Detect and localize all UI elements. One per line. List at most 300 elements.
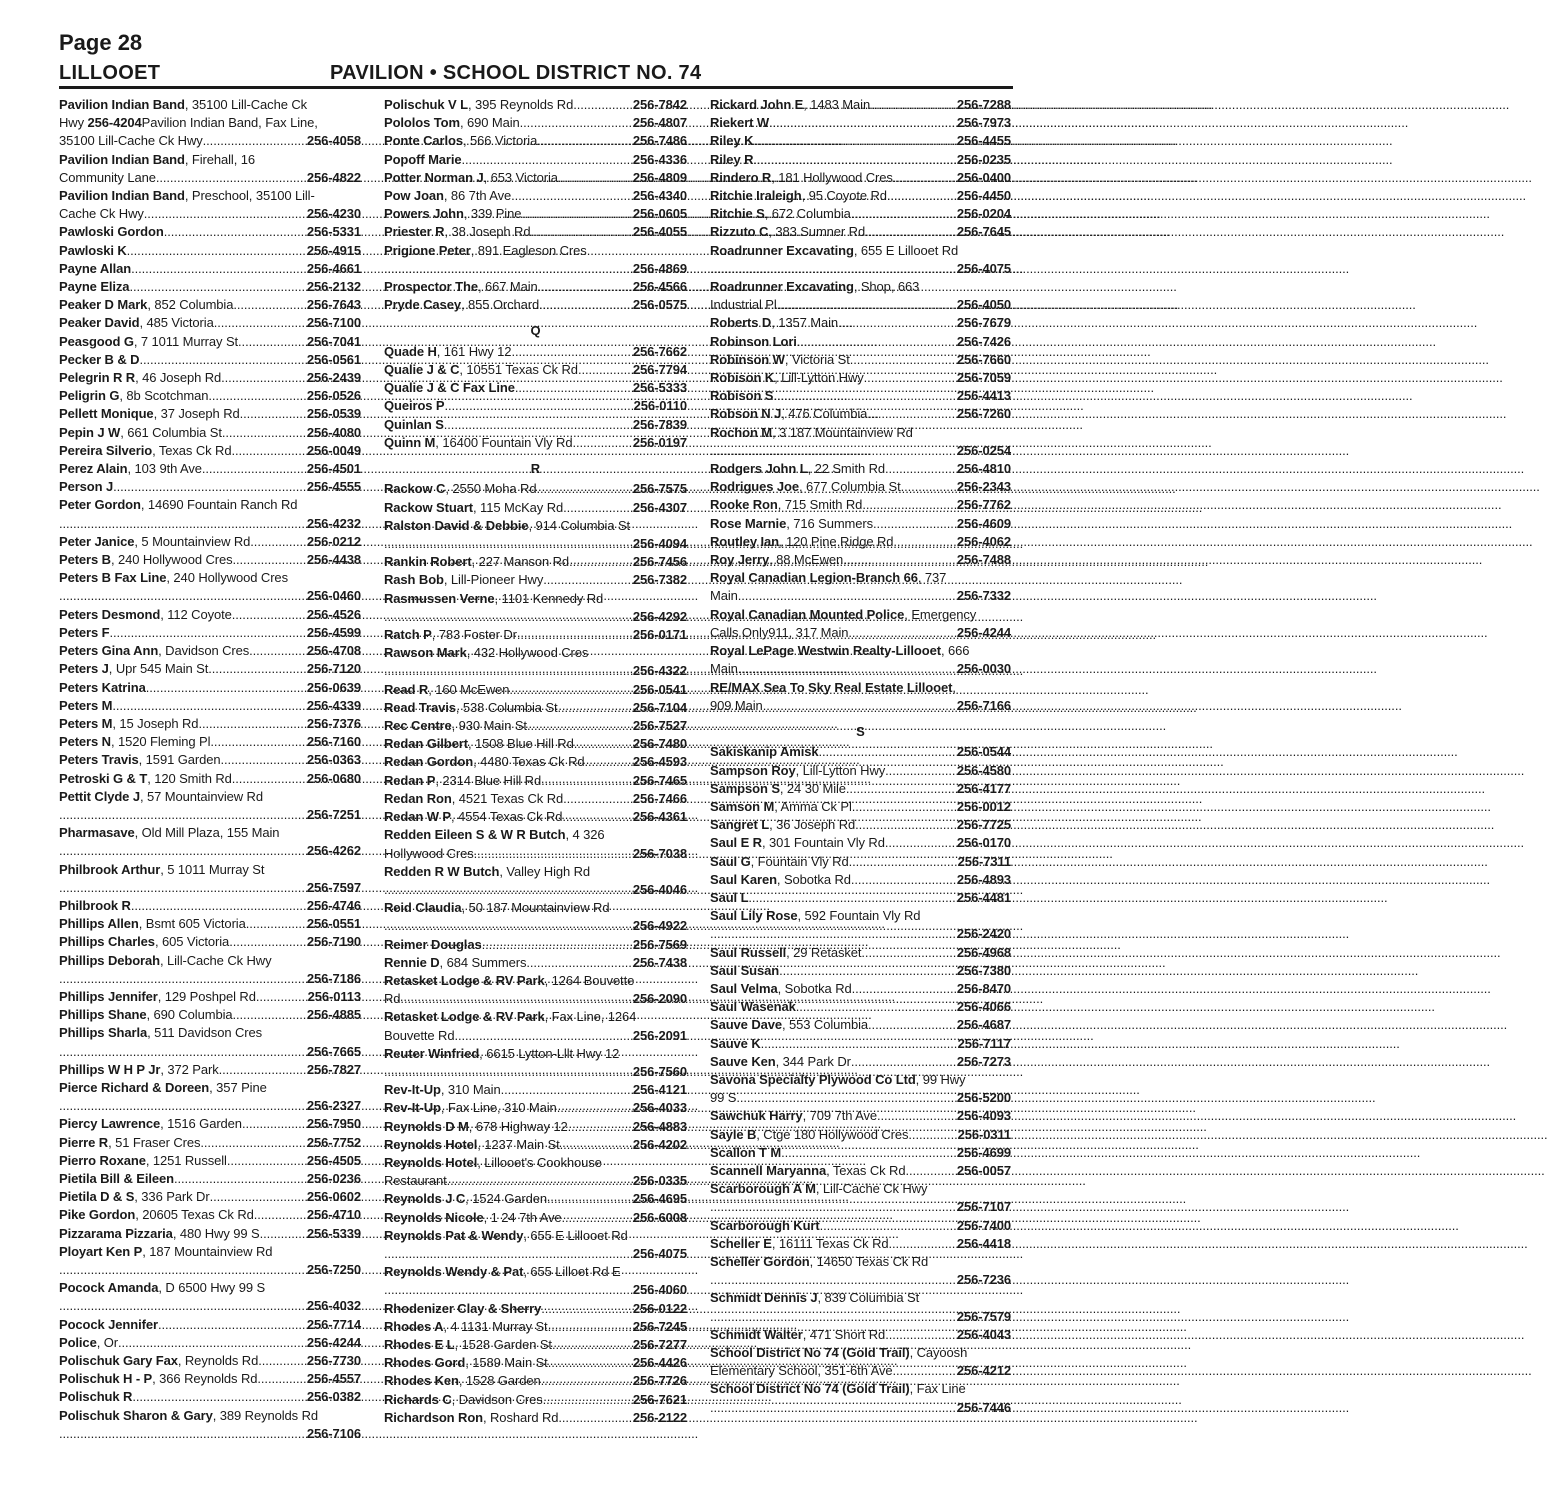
listing-phone: 256-0122	[632, 1300, 687, 1316]
listing-line	[710, 533, 1011, 551]
listing-name: Peter Gordon	[59, 497, 141, 513]
listing-line	[710, 962, 1011, 980]
listing-phone: 256-7973	[956, 115, 1011, 131]
listing-phone: 256-7446	[956, 1399, 1011, 1415]
listing-address: , Sobotka Rd	[776, 871, 851, 887]
listing-phone: 256-5339	[306, 1225, 361, 1241]
listing-phone: 256-2343	[956, 479, 1011, 495]
town-heading: LILLOOET	[59, 62, 161, 84]
listing-line	[59, 333, 361, 351]
listing-name: Riekert W	[710, 115, 770, 131]
section-letter: S	[856, 723, 865, 739]
listing-line	[384, 535, 687, 553]
listing-line	[710, 1089, 1011, 1107]
listing-line	[384, 1045, 687, 1063]
dot-leader	[797, 333, 957, 351]
listing-name: Peters Gina Ann	[59, 643, 159, 659]
listing-phone: 256-4202	[632, 1136, 687, 1152]
listing-address: , 653 Victoria	[483, 169, 558, 185]
listing-phone: 256-0236	[306, 1170, 361, 1186]
listing-name: Schmidt Walter	[710, 1326, 803, 1342]
listing-phone: 256-4968	[956, 944, 1011, 960]
dot-leader	[753, 151, 956, 169]
listing-phone: 256-4060	[632, 1282, 687, 1298]
listing-address: , 86 7th Ave	[443, 188, 512, 204]
listing-line	[384, 1118, 687, 1136]
listing-phone: 256-4661	[306, 260, 361, 276]
listing-address: , Old Mill Plaza, 155 Main	[134, 825, 280, 841]
listing-phone: 256-7621	[632, 1391, 687, 1407]
dot-leader	[538, 278, 633, 296]
listing-address: , Cayoosh	[909, 1345, 968, 1360]
listing-phone: 256-4809	[632, 169, 687, 185]
listing-address: , Lillooet's Cookhouse	[477, 1154, 602, 1170]
listing-line	[384, 808, 687, 826]
listing-phone: 256-0170	[956, 835, 1011, 851]
listing-address: , 538 Columbia St	[455, 699, 558, 715]
listing-phone: 256-0204	[956, 206, 1011, 222]
listing-name: Prospector The	[384, 279, 478, 295]
listing-phone: 256-4093	[956, 1108, 1011, 1124]
listing-line	[384, 1318, 687, 1336]
listing-name: Potter Norman J	[384, 169, 484, 185]
listing-line	[59, 879, 361, 897]
listing-line	[59, 515, 361, 533]
dot-leader	[110, 624, 307, 642]
listing-line	[59, 1407, 361, 1425]
listing-line	[384, 96, 687, 114]
listing-name: Reynolds J C	[384, 1191, 466, 1207]
listing-address: , 471 Short Rd	[802, 1326, 886, 1342]
listing-phone: 256-4869	[632, 260, 687, 276]
dot-leader	[851, 1053, 957, 1071]
listing-line	[59, 952, 361, 970]
listing-name: Pryde Casey	[384, 297, 461, 313]
listing-name: Redan Gilbert	[384, 736, 468, 752]
listing-address: , 7 1011 Murray St	[133, 333, 239, 349]
listing-address: , 661 Columbia St	[120, 424, 222, 440]
dot-leader	[736, 1089, 957, 1107]
listing-line	[59, 606, 361, 624]
listing-name: Retasket Lodge & RV Park	[384, 1009, 545, 1025]
listing-name: Reynolds D M	[384, 1118, 469, 1134]
listing-phone: 256-4230	[306, 206, 361, 222]
listing-name: Saul G	[710, 853, 751, 869]
listing-phone: 256-0057	[956, 1162, 1011, 1178]
listing-address: , 1516 Garden	[160, 1116, 242, 1132]
listing-address: , 14650 Texas Ck Rd	[809, 1253, 929, 1269]
dot-leader	[885, 460, 957, 478]
listing-name: Rizzuto C	[710, 224, 769, 240]
listing-name: Rec Centre	[384, 718, 452, 734]
listing-line	[384, 1099, 687, 1117]
listing-address: ,	[952, 679, 956, 695]
listing-name: Schmidt Dennis J	[710, 1290, 818, 1306]
listing-name: Philbrook Arthur	[59, 861, 161, 877]
listing-phone: 256-4695	[632, 1191, 687, 1207]
dot-leader	[229, 933, 307, 951]
listing-address: , 366 Reynolds Rd	[152, 1371, 258, 1387]
listing-phone: 256-7466	[632, 790, 687, 806]
listing-name: Robison K	[710, 370, 775, 386]
listing-phone: 256-4699	[956, 1144, 1011, 1160]
dot-leader	[885, 1326, 957, 1344]
listing-line	[710, 96, 1011, 114]
listing-address: , 129 Poshpel Rd	[157, 988, 256, 1004]
dot-leader	[462, 151, 633, 169]
listing-line	[59, 1170, 361, 1188]
listing-phone: 256-7100	[306, 315, 361, 331]
listing-phone: 256-4609	[956, 515, 1011, 531]
listing-phone: 256-7400	[956, 1217, 1011, 1233]
listing-phone: 256-4413	[956, 388, 1011, 404]
listing-name: Reynolds Nicole	[384, 1209, 484, 1225]
dot-leader	[59, 1261, 307, 1279]
listing-line	[384, 1391, 687, 1409]
listing-line	[384, 990, 687, 1008]
listing-name: Rhodes Ken	[384, 1373, 459, 1389]
listing-address: , 99 Hwy	[915, 1071, 966, 1087]
dot-leader	[454, 1027, 632, 1045]
listing-phone: 256-4893	[956, 871, 1011, 887]
listing-address: , 1101 Kennedy Rd	[494, 590, 604, 606]
listing-phone: 256-4204	[87, 115, 142, 131]
listing-name: Peters F	[59, 624, 110, 640]
listing-phone: 256-4033	[632, 1100, 687, 1116]
listing-address: , 1528 Garden	[458, 1373, 541, 1389]
listing-line	[710, 1380, 1011, 1398]
dot-leader	[208, 660, 307, 678]
listing-name: Peters N	[59, 734, 111, 750]
listing-phone: 256-0400	[956, 169, 1011, 185]
listing-address: , 240 Hollywood Cres	[166, 570, 288, 586]
listing-phone: 256-4055	[632, 224, 687, 240]
listing-name: Prigione Peter	[384, 242, 471, 258]
listing-line	[710, 1217, 1011, 1235]
dot-leader	[569, 553, 633, 571]
listing-line	[710, 642, 1011, 660]
listing-name: Ratch P	[384, 627, 432, 643]
listing-phone: 256-7827	[306, 1061, 361, 1077]
listing-name: Read R	[384, 681, 429, 697]
listing-phone: 256-4599	[306, 624, 361, 640]
listing-phone: 256-5333	[632, 380, 687, 396]
listing-phone: 256-7579	[956, 1308, 1011, 1324]
listing-line	[59, 806, 361, 824]
listing-name: Rochon M	[710, 424, 773, 440]
listing-phone: 256-7643	[306, 297, 361, 313]
listing-name: Peters Travis	[59, 752, 139, 768]
listing-phone: 256-2439	[306, 370, 361, 386]
listing-name: Ralston David & Debbie	[384, 517, 529, 533]
listing-phone: 256-7251	[306, 806, 361, 822]
listing-address: , 1520 Fleming Pl	[110, 734, 211, 750]
dot-leader	[893, 169, 957, 187]
listing-name: Saul E R	[710, 835, 762, 851]
listing-line	[59, 278, 361, 296]
listing-address: , 480 Hwy 99 S	[172, 1225, 260, 1241]
listing-line	[710, 1289, 1011, 1307]
listing-line	[710, 834, 1011, 852]
listing-line	[710, 816, 1011, 834]
dot-leader	[447, 1172, 633, 1190]
listing-phone: 256-0382	[306, 1389, 361, 1405]
listing-address: , 301 Fountain Vly Rd	[761, 835, 885, 851]
dot-leader	[227, 1152, 307, 1170]
listing-name: Pelegrin R R	[59, 370, 136, 386]
listing-line	[59, 151, 361, 169]
listing-phone: 256-4710	[306, 1207, 361, 1223]
listing-address: , 839 Columbia St	[817, 1290, 920, 1306]
listing-address: , 690 Main	[459, 115, 520, 131]
listing-name: Ritchie Iraleigh	[710, 188, 802, 204]
listing-address: , 511 Davidson Cres	[147, 1025, 263, 1041]
listing-line	[710, 925, 1011, 943]
listing-line	[59, 1024, 361, 1042]
listing-address: , 16400 Fountain Vly Rd	[435, 434, 573, 450]
dot-leader	[738, 660, 957, 678]
listing-name: Peters Katrina	[59, 679, 146, 695]
dot-leader	[769, 114, 957, 132]
dot-leader	[849, 853, 958, 871]
listing-line	[384, 169, 687, 187]
listing-phone: 256-7236	[956, 1272, 1011, 1288]
listing-phone: 256-4481	[956, 889, 1011, 905]
listing-line	[710, 1308, 1011, 1326]
listing-line	[384, 1008, 687, 1026]
listing-phone: 256-7106	[306, 1425, 361, 1441]
listing-address: , Lill-Cache Ck Hwy	[815, 1181, 928, 1197]
listing-name: Saul Susan	[710, 962, 780, 978]
listing-name: Reynolds Hotel	[384, 1136, 478, 1152]
listing-address: Rd.	[384, 991, 404, 1007]
listing-line	[710, 1344, 1011, 1362]
listing-phone: 256-4708	[306, 643, 361, 659]
listing-line	[710, 587, 1011, 605]
listing-phone: 256-7752	[306, 1134, 361, 1150]
listing-address: , 15 Joseph Rd	[112, 715, 199, 731]
listing-line	[710, 1126, 1011, 1144]
listing-phone: 256-4883	[632, 1118, 687, 1134]
listing-name: Rash Bob	[384, 572, 444, 588]
listing-phone: 256-0526	[306, 388, 361, 404]
listing-address: , 46 Joseph Rd	[135, 370, 222, 386]
listing-name: Routley Ian	[710, 533, 779, 549]
listing-line	[59, 970, 361, 988]
listing-line	[59, 205, 361, 223]
listing-address: , Sobotka Rd	[777, 980, 852, 996]
listing-name: Pierro Roxane	[59, 1152, 146, 1168]
listing-name: Reimer Douglas	[384, 936, 482, 952]
listing-address: , Fax Line	[909, 1381, 966, 1397]
dot-leader	[574, 735, 633, 753]
listing-address: Industrial Pl	[710, 297, 777, 313]
listing-name: Perez Alain	[59, 461, 128, 477]
listing-line	[710, 296, 1011, 314]
listing-phone: 256-7117	[957, 1035, 1011, 1051]
dot-leader	[511, 343, 632, 361]
listing-line	[710, 980, 1011, 998]
listing-address: , 57 Mountainview Rd	[139, 788, 263, 804]
dot-leader	[710, 1271, 957, 1289]
listing-phone: 256-4807	[632, 115, 687, 131]
listing-name: Scheller E	[710, 1235, 772, 1251]
listing-phone: 256-4336	[632, 151, 687, 167]
listing-line	[59, 260, 361, 278]
listing-name: Richards C	[384, 1391, 452, 1407]
listing-address: , Roshard Rd	[483, 1409, 559, 1425]
dot-leader	[901, 478, 957, 496]
listing-phone: 256-2090	[632, 991, 687, 1007]
listing-address: , 95 Coyote Rd	[801, 188, 887, 204]
listing-phone: 256-7260	[956, 406, 1011, 422]
dot-leader	[777, 296, 957, 314]
listing-address: , Firehall, 16	[184, 151, 255, 167]
listing-phone: 256-4501	[306, 461, 361, 477]
dot-leader	[748, 889, 956, 907]
listing-line	[710, 679, 1011, 697]
listing-name: Sayle B	[710, 1126, 757, 1142]
listing-phone: 256-7107	[956, 1199, 1011, 1215]
dot-leader	[210, 733, 306, 751]
listing-address: , 36 Joseph Rd	[769, 817, 856, 833]
listing-line	[710, 333, 1011, 351]
dot-leader	[867, 405, 957, 423]
listing-name: Pietila D & S	[59, 1189, 135, 1205]
dot-leader	[547, 1190, 633, 1208]
dot-leader	[563, 499, 633, 517]
listing-phone: 256-4340	[632, 188, 687, 204]
listing-name: Polischuk Sharon & Gary	[59, 1407, 213, 1423]
dot-leader	[738, 587, 957, 605]
dot-leader	[246, 915, 307, 933]
listing-name: Qualie J & C Fax Line	[384, 380, 515, 396]
listing-phone: 256-7250	[306, 1262, 361, 1277]
listing-address: , Valley High Rd	[499, 863, 591, 879]
listing-phone: 256-0197	[632, 434, 687, 450]
dot-leader	[763, 697, 957, 715]
listing-line	[59, 897, 361, 915]
listing-phone: 256-7714	[306, 1316, 361, 1332]
dot-leader	[222, 424, 307, 442]
listing-name: School District No 74 (Gold Trail)	[710, 1381, 910, 1397]
dot-leader	[59, 1043, 307, 1061]
listing-name: Redan Gordon	[384, 754, 474, 770]
listing-address: , 709 7th Ave	[802, 1108, 877, 1124]
listing-line	[384, 517, 687, 535]
listing-phone: 256-4810	[956, 461, 1011, 477]
listing-phone: 256-4505	[306, 1152, 361, 1168]
listing-line	[384, 681, 687, 699]
listing-phone: 256-4121	[632, 1082, 687, 1098]
listing-address: , Texas Ck Rd	[152, 442, 232, 458]
listing-name: Phillips Sharla	[59, 1025, 148, 1041]
dot-leader	[818, 743, 956, 761]
listing-name: Pharmasave	[59, 825, 135, 841]
dot-leader	[539, 296, 633, 314]
listing-phone: 256-0030	[956, 661, 1011, 677]
listing-line	[384, 379, 687, 397]
listing-line	[59, 387, 361, 405]
listing-line	[59, 697, 361, 715]
listing-phone: 256-4593	[632, 754, 687, 770]
listing-phone: 256-7465	[632, 772, 687, 788]
listing-name: Robinson Lori	[710, 333, 797, 349]
listing-line	[59, 533, 361, 551]
listing-name: Rawson Mark	[384, 645, 467, 661]
listing-line	[710, 1235, 1011, 1253]
dot-leader	[558, 1409, 632, 1427]
listing-phone: 256-7726	[632, 1373, 687, 1389]
dot-leader	[885, 762, 957, 780]
dot-leader	[753, 132, 956, 150]
listing-name: Peters B Fax Line	[59, 570, 167, 586]
dot-leader	[761, 1035, 958, 1053]
listing-line	[384, 132, 687, 150]
listing-line	[384, 1172, 687, 1190]
listing-address: , Shop, 663	[853, 279, 920, 295]
listing-address: , 240 Hollywood Cres	[110, 552, 233, 568]
listing-phone: 256-0639	[306, 679, 361, 695]
listing-name: Rose Marnie	[710, 515, 787, 531]
dot-leader	[710, 925, 957, 943]
listing-phone: 256-0541	[632, 681, 687, 697]
listing-name: Rackow C	[384, 481, 446, 497]
listing-phone: 256-7190	[306, 934, 361, 950]
listing-address: , 339 Pine	[463, 206, 522, 222]
listing-line	[384, 753, 687, 771]
listing-address: Main	[710, 661, 738, 677]
dot-leader	[384, 662, 633, 680]
listing-phone: 256-4212	[956, 1363, 1011, 1379]
listing-line	[59, 242, 361, 260]
dot-leader	[578, 361, 633, 379]
listing-phone: 256-4080	[306, 424, 361, 440]
listing-phone: 256-2420	[956, 926, 1011, 942]
listing-name: Person J	[59, 479, 114, 495]
listing-name: Reid Claudia	[384, 900, 462, 916]
listing-phone: 256-4232	[306, 515, 361, 531]
dot-leader	[558, 169, 633, 187]
listing-line	[59, 1425, 361, 1443]
listing-name: Reynolds Pat & Wendy	[384, 1227, 524, 1243]
listing-line	[59, 861, 361, 879]
listing-name: Samson M	[710, 798, 775, 814]
listing-line	[59, 1243, 361, 1261]
listing-address: , 10551 Texas Ck Rd	[459, 362, 578, 378]
listing-line	[710, 478, 1011, 496]
listing-phone: 256-7950	[306, 1116, 361, 1132]
listing-address: , 783 Foster Dr	[431, 627, 517, 643]
listing-name: Quade H	[384, 343, 437, 359]
listing-name: Phillips Deborah	[59, 952, 160, 968]
listing-name: Saul Russell	[710, 944, 787, 960]
listing-address: , 655 E Lillooet Rd	[853, 242, 959, 258]
dot-leader	[59, 587, 307, 605]
dot-leader	[384, 881, 633, 899]
listing-line	[59, 478, 361, 496]
dot-leader	[404, 990, 633, 1008]
listing-phone: 256-4580	[956, 762, 1011, 778]
listing-address: , 485 Victoria	[139, 315, 214, 331]
listing-line	[710, 424, 1011, 442]
listing-line	[59, 842, 361, 860]
listing-line	[59, 824, 361, 842]
dot-leader	[710, 442, 957, 460]
listing-name: Rhodenizer Clay & Sherry	[384, 1300, 542, 1316]
listing-address: , 4 326	[565, 827, 605, 843]
listing-line	[59, 1316, 361, 1334]
